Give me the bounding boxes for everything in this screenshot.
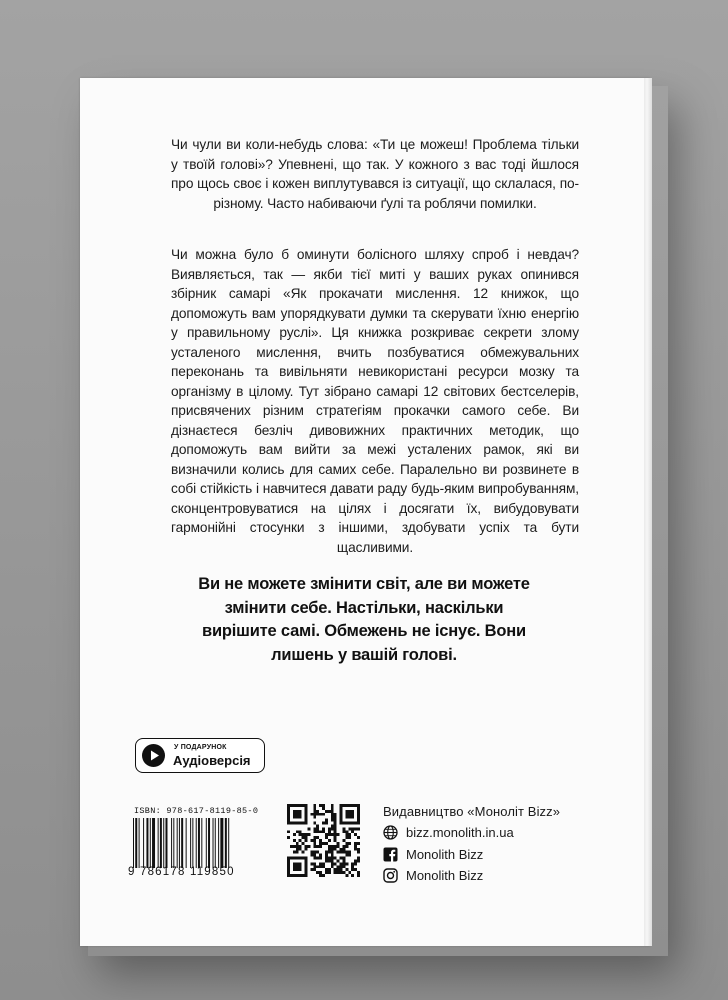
facebook-icon — [383, 847, 398, 862]
instagram-text: Monolith Bizz — [406, 867, 484, 883]
audio-version-badge[interactable] — [135, 738, 265, 773]
instagram-icon — [383, 868, 398, 883]
facebook-link[interactable] — [383, 845, 483, 863]
qr-code[interactable] — [287, 804, 360, 877]
barcode — [133, 818, 267, 868]
website-text: bizz.monolith.in.ua — [406, 824, 514, 840]
globe-icon — [383, 825, 398, 840]
barcode-digits: 9 786178 119850 — [128, 866, 235, 878]
description-paragraph-2: Чи можна було б оминути болісного шляху спроб і невдач? Виявляється, так — якби тієї миті у ваших руках опинився збірник самарі «Як прокачати мислення. 12 книжок, що допоможуть вам упорядкувати думки та скерувати їхню енергію у правильному руслі». Ця книжка розкриває секрети злому усталеного мислення, вчить позбуватися обмежувальних переконань та вивільняти невикористані ресурси мозку та організму в цілому. Тут зібрано самарі 12 світових бестселерів, присвячених різним стратегіям прокачки самого себе. Ви дізнаєтеся безліч дивовижних практичних методик, що допоможуть вам вийти за межі усталених рамок, які ви визначили колись для самих себе. Паралельно ви розвинете в собі стійкість і навчитеся давати раду будь-яким випробуванням, сконцентровуватися на цілях і досягати їх, вибудовувати гармонійні стосунки з іншими, здобувати успіх та бути щасливими. — [171, 247, 579, 555]
isbn-text: ISBN: 978-617-8119-85-0 — [134, 806, 259, 816]
instagram-link[interactable] — [383, 866, 483, 884]
description-paragraph-1: Чи чули ви коли-небудь слова: «Ти це можеш! Проблема тільки у твоїй голові»? Упевнені, що так. У кожного з вас тоді йшлося про щось своє і кожен виплутувався із ситуації, що склалася, по-різному. Часто набиваючи ґулі та роблячи помилки. — [171, 137, 579, 211]
play-icon — [142, 744, 165, 767]
website-link[interactable] — [383, 823, 514, 841]
book-spine-edge — [644, 78, 652, 946]
highlight-quote: Ви не можете змінити світ, але ви можете змінити себе. Настільки, наскільки вирішите самі. Обмежень не існує. Вони лишень у вашій голові. — [198, 575, 530, 664]
publisher-name: Видавництво «Моноліт Bizz» — [383, 804, 561, 819]
facebook-text: Monolith Bizz — [406, 846, 484, 862]
audio-badge-label: Аудіоверсія — [173, 753, 251, 768]
audio-badge-caption: У ПОДАРУНОК — [174, 744, 227, 751]
